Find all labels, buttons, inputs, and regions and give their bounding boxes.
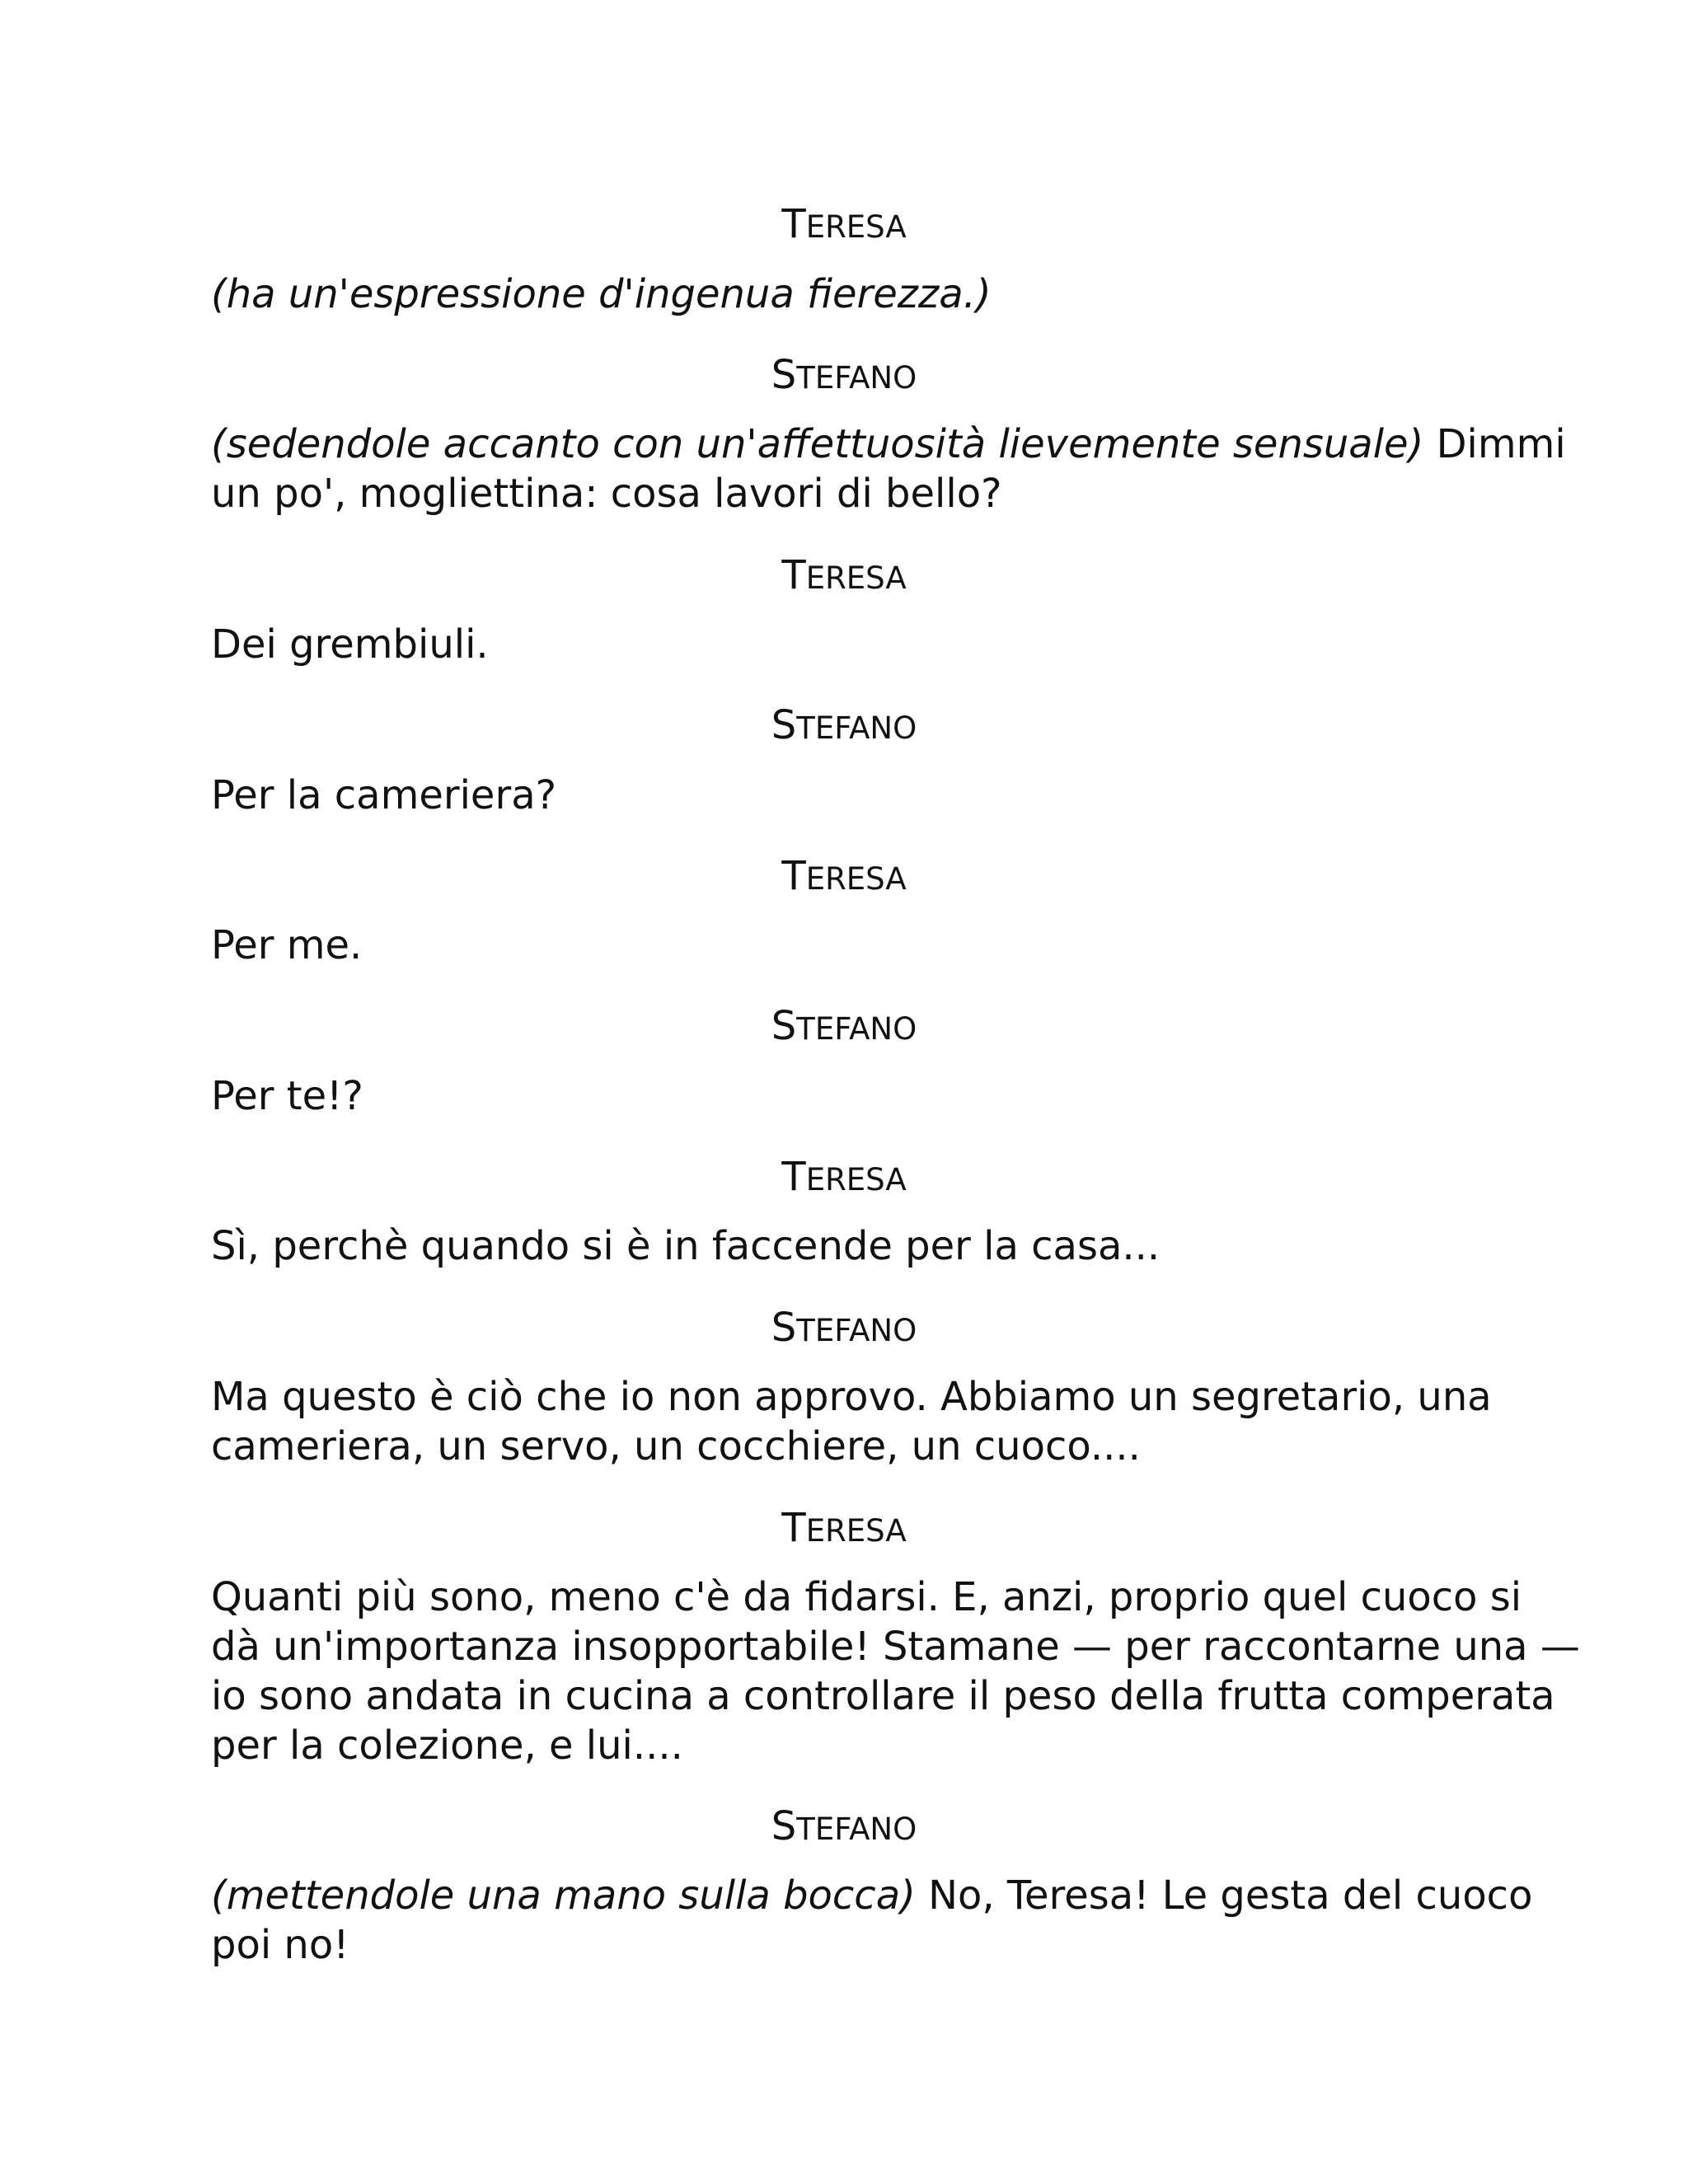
- dialogue-line: [211, 1572, 1522, 1622]
- dialogue-text: Quanti più sono, meno c'è da fidarsi. E, anzi, proprio quel cuoco si: [211, 1574, 1522, 1620]
- speaker-rest: ERESA: [805, 1513, 907, 1549]
- speaker-name: [0, 1505, 1688, 1554]
- speaker-name: [0, 352, 1688, 401]
- speaker-rest: ERESA: [805, 1162, 907, 1197]
- speaker-initial: S: [771, 1803, 797, 1849]
- speaker-initial: S: [771, 702, 797, 748]
- dialogue-line: [211, 1071, 1497, 1121]
- dialogue-line: [211, 921, 1497, 970]
- stage-direction: (ha un'espressione d'ingenua fierezza.): [211, 271, 992, 317]
- speaker-initial: S: [771, 352, 797, 398]
- speaker-name: [0, 1305, 1688, 1354]
- dialogue-line: [211, 1920, 1497, 1970]
- speaker-name: [0, 853, 1688, 902]
- speaker-name: [0, 1003, 1688, 1052]
- speaker-initial: S: [771, 1003, 797, 1049]
- speaker-initial: T: [781, 853, 806, 899]
- dialogue-line: [211, 1221, 1497, 1271]
- dialogue-text: dà un'importanza insopportabile! Stamane — per raccontarne una —: [211, 1624, 1580, 1670]
- speaker-rest: TEFANO: [796, 710, 917, 746]
- dialogue-text: Per la cameriera?: [211, 772, 557, 818]
- speaker-rest: TEFANO: [796, 360, 917, 396]
- speaker-rest: TEFANO: [796, 1011, 917, 1047]
- speaker-rest: TEFANO: [796, 1313, 917, 1348]
- dialogue-text: poi no!: [211, 1922, 349, 1968]
- dialogue-line: [211, 620, 1497, 669]
- speaker-name: [0, 552, 1688, 602]
- speaker-rest: ERESA: [805, 560, 907, 596]
- speaker-initial: T: [781, 1154, 806, 1200]
- dialogue-text: Dimmi: [1423, 421, 1566, 467]
- dialogue-line: [211, 1622, 1580, 1671]
- dialogue-text: Per me.: [211, 922, 363, 968]
- dialogue-line: [211, 1422, 1497, 1471]
- speaker-initial: T: [781, 552, 806, 598]
- dialogue-text: un po', mogliettina: cosa lavori di bello?: [211, 471, 1002, 517]
- speaker-name: [0, 1803, 1688, 1853]
- dialogue-line: [211, 1372, 1497, 1422]
- speaker-name: [0, 702, 1688, 752]
- dialogue-text: Sì, perchè quando si è in faccende per la casa...: [211, 1223, 1160, 1269]
- dialogue-text: Ma questo è ciò che io non approvo. Abbiamo un segretario, una: [211, 1374, 1492, 1420]
- dialogue-text: Per te!?: [211, 1073, 363, 1119]
- dialogue-line: [211, 269, 1497, 319]
- stage-direction: (sedendole accanto con un'affettuosità lievemente sensuale): [211, 421, 1424, 467]
- dialogue-line: [211, 1871, 1533, 1920]
- dialogue-text: No, Teresa! Le gesta del cuoco: [915, 1872, 1533, 1919]
- speaker-rest: TEFANO: [796, 1811, 917, 1847]
- dialogue-line: [211, 1671, 1555, 1721]
- dialogue-text: Dei grembiuli.: [211, 621, 489, 668]
- dialogue-line: [211, 469, 1497, 518]
- speaker-initial: S: [771, 1305, 797, 1351]
- dialogue-line: [211, 1721, 1497, 1770]
- speaker-rest: ERESA: [805, 861, 907, 897]
- speaker-initial: T: [781, 1505, 806, 1551]
- speaker-name: [0, 1154, 1688, 1203]
- speaker-name: [0, 201, 1688, 251]
- stage-direction: (mettendole una mano sulla bocca): [211, 1872, 916, 1919]
- dialogue-text: cameriera, un servo, un cocchiere, un cuoco....: [211, 1423, 1141, 1469]
- dialogue-line: [211, 771, 1497, 820]
- dialogue-text: per la colezione, e lui....: [211, 1722, 683, 1769]
- speaker-initial: T: [781, 201, 806, 247]
- dialogue-text: io sono andata in cucina a controllare il peso della frutta comperata: [211, 1673, 1555, 1719]
- dialogue-line: [211, 419, 1566, 469]
- speaker-rest: ERESA: [805, 209, 907, 245]
